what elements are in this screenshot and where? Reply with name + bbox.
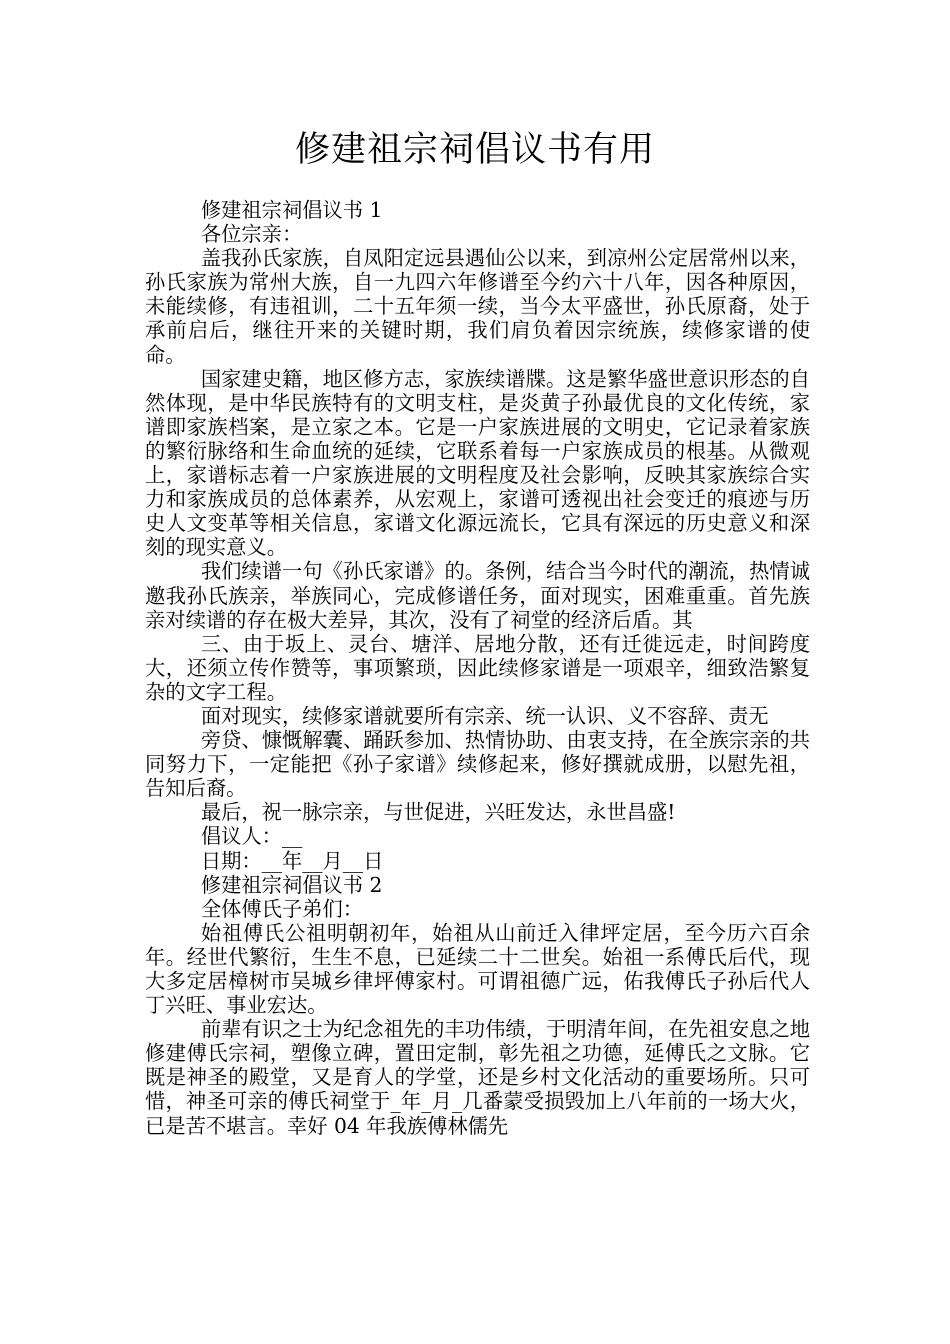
paragraph: 国家建史籍，地区修方志，家族续谱牒。这是繁华盛世意识形态的自然体现，是中华民族特有的文明支柱，是炎黄子孙最优良的文化传统，家谱即家族档案，是立家之本。它是一户家族进展的文明史，它记录着家族的繁衍脉络和生命血统的延续，它联系着每一户家族成员的根基。从微观上，家谱标志着一户家族进展的文明程度及社会影响，反映其家族综合实力和家族成员的总体素养，从宏观上，家谱可透视出社会变迁的痕迹与历史人文变革等相关信息，家谱文化源远流长，它具有深远的历史意义和深刻的现实意义。 <box>145 366 810 560</box>
section-heading-2: 修建祖宗祠倡议书 2 <box>200 872 383 897</box>
paragraph: 面对现实，续修家谱就要所有宗亲、统一认识、义不容辞、责无 <box>200 703 769 728</box>
section-heading-1: 修建祖宗祠倡议书 1 <box>200 198 383 222</box>
paragraph: 三、由于坂上、灵台、塘洋、居地分散，还有迁徙远走，时间跨度大，还须立传作赞等，事项繁琐，因此续修家谱是一项艰辛，细致浩繁复杂的文字工程。 <box>145 631 810 704</box>
salutation-2: 全体傅氏子弟们： <box>200 896 364 921</box>
paragraph: 盖我孙氏家族，自凤阳定远县遇仙公以来，到凉州公定居常州以来，孙氏家族为常州大族，自一九四六年修谱至今约六十八年，因各种原因，未能续修，有违祖训，二十五年须一续，当今太平盛世，孙氏原裔，处于承前启后，继往开来的关键时期，我们肩负着因宗统族，续修家谱的使命。 <box>145 246 810 367</box>
date-line: 日期：__年__月__日 <box>200 848 384 873</box>
document-title: 修建祖宗祠倡议书有用 <box>294 130 655 170</box>
document-body <box>145 198 810 1138</box>
signature-line: 倡议人：__ <box>200 824 303 849</box>
paragraph: 前辈有识之士为纪念祖先的丰功伟绩，于明清年间，在先祖安息之地修建傅氏宗祠，塑像立碑，置田定制，彰先祖之功德，延傅氏之文脉。它既是神圣的殿堂，又是育人的学堂，还是乡村文化活动的重要场所。只可惜，神圣可亲的傅氏祠堂于_年_月_几番蒙受损毁加上八年前的一场大火，已是苦不堪言。幸好 04 年我族傅林儒先 <box>145 1017 810 1138</box>
salutation-1: 各位宗亲： <box>200 222 303 247</box>
closing-line: 最后，祝一脉宗亲，与世促进，兴旺发达，永世昌盛! <box>200 800 676 825</box>
paragraph: 始祖傅氏公祖明朝初年，始祖从山前迁入律坪定居，至今历六百余年。经世代繁衍，生生不息，已延续二十二世矣。始祖一系傅氏后代，现大多定居樟树市吴城乡律坪傅家村。可谓祖德广远，佑我傅氏子孙后代人丁兴旺、事业宏达。 <box>145 920 810 1018</box>
paragraph: 旁贷、慷慨解囊、踊跃参加、热情协助、由衷支持，在全族宗亲的共同努力下，一定能把《孙子家谱》续修起来，修好撰就成册，以慰先祖，告知后裔。 <box>145 728 810 801</box>
paragraph: 我们续谱一句《孙氏家谱》的。条例，结合当今时代的潮流，热情诚邀我孙氏族亲，举族同心，完成修谱任务，面对现实，困难重重。首先族亲对续谱的存在极大差异，其次，没有了祠堂的经济后盾。其 <box>145 559 810 632</box>
